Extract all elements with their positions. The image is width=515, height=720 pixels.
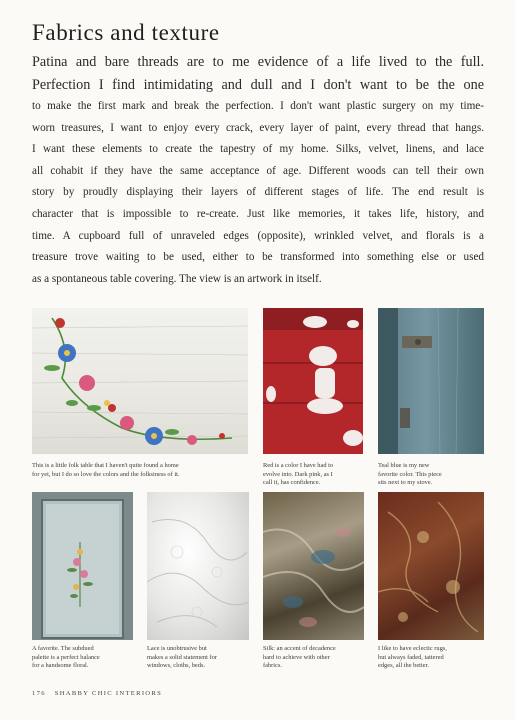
silk-photo xyxy=(263,492,364,640)
page-footer xyxy=(32,690,162,697)
intro-line: character that is impossible to re-create. Just like memories, it takes life, history, and xyxy=(32,207,484,220)
intro-line: time. A cupboard full of unraveled edges (opposite), wrinkled velvet, and florals is a xyxy=(32,229,484,242)
intro-line: worn treasures, I want to enjoy every crack, every layer of paint, every thread that hangs. xyxy=(32,121,484,134)
red-painted-wood-photo xyxy=(263,308,363,454)
book-title: SHABBY CHIC INTERIORS xyxy=(54,690,163,697)
intro-line: all cohabit if they have the same acceptance of age. Different woods can tell their own xyxy=(32,164,484,177)
page-number: 176 xyxy=(32,690,46,697)
intro-line: as a spontaneous table covering. The view is an artwork in itself. xyxy=(32,272,322,285)
lace-caption: Lace is unobtrusive but makes a solid statement for windows, cloths, beds. xyxy=(147,645,217,670)
teal-door-photo xyxy=(378,308,484,454)
intro-line: treasure trove waiting to be used, either to be transformed into something else or used xyxy=(32,251,484,264)
red-caption: Red is a color I have had to evolve into. Dark pink, as I call it, has confidence. xyxy=(263,462,334,487)
teal-caption: Teal blue is my new favorite color. This piece sits next to my stove. xyxy=(378,462,442,487)
folk-table-photo xyxy=(32,308,248,454)
intro-line: Perfection I find intimidating and dull and I don't want to be the one xyxy=(32,76,484,93)
intro-line: I want these elements to create the tapestry of my home. Silks, velvet, linens, and lace xyxy=(32,143,484,156)
intro-paragraph xyxy=(32,51,484,290)
intro-line: story by proudly displaying their layers of different stages of life. The end result is xyxy=(32,186,484,199)
intro-line: Patina and bare threads are to me evidence of a life lived to the full. xyxy=(32,54,484,70)
folk-table-caption: This is a little folk table that I haven't quite found a home for yet, but I do so love the colors and the folksiness of it. xyxy=(32,462,180,478)
floral-panel-photo xyxy=(32,492,133,640)
floral-panel-caption: A favorite. The subdued palette is a perfect balance for a handsome floral. xyxy=(32,645,100,670)
silk-caption: Silk: an accent of decadence hard to achieve with other fabrics. xyxy=(263,645,336,670)
rug-photo xyxy=(378,492,484,640)
intro-line: to make the first mark and break the perfection. I don't want plastic surgery on my time- xyxy=(32,100,484,112)
lace-photo xyxy=(147,492,249,640)
page-heading: Fabrics and texture xyxy=(32,20,220,45)
rug-caption: I like to have eclectic rugs, but always faded, tattered edges, all the better. xyxy=(378,645,447,670)
